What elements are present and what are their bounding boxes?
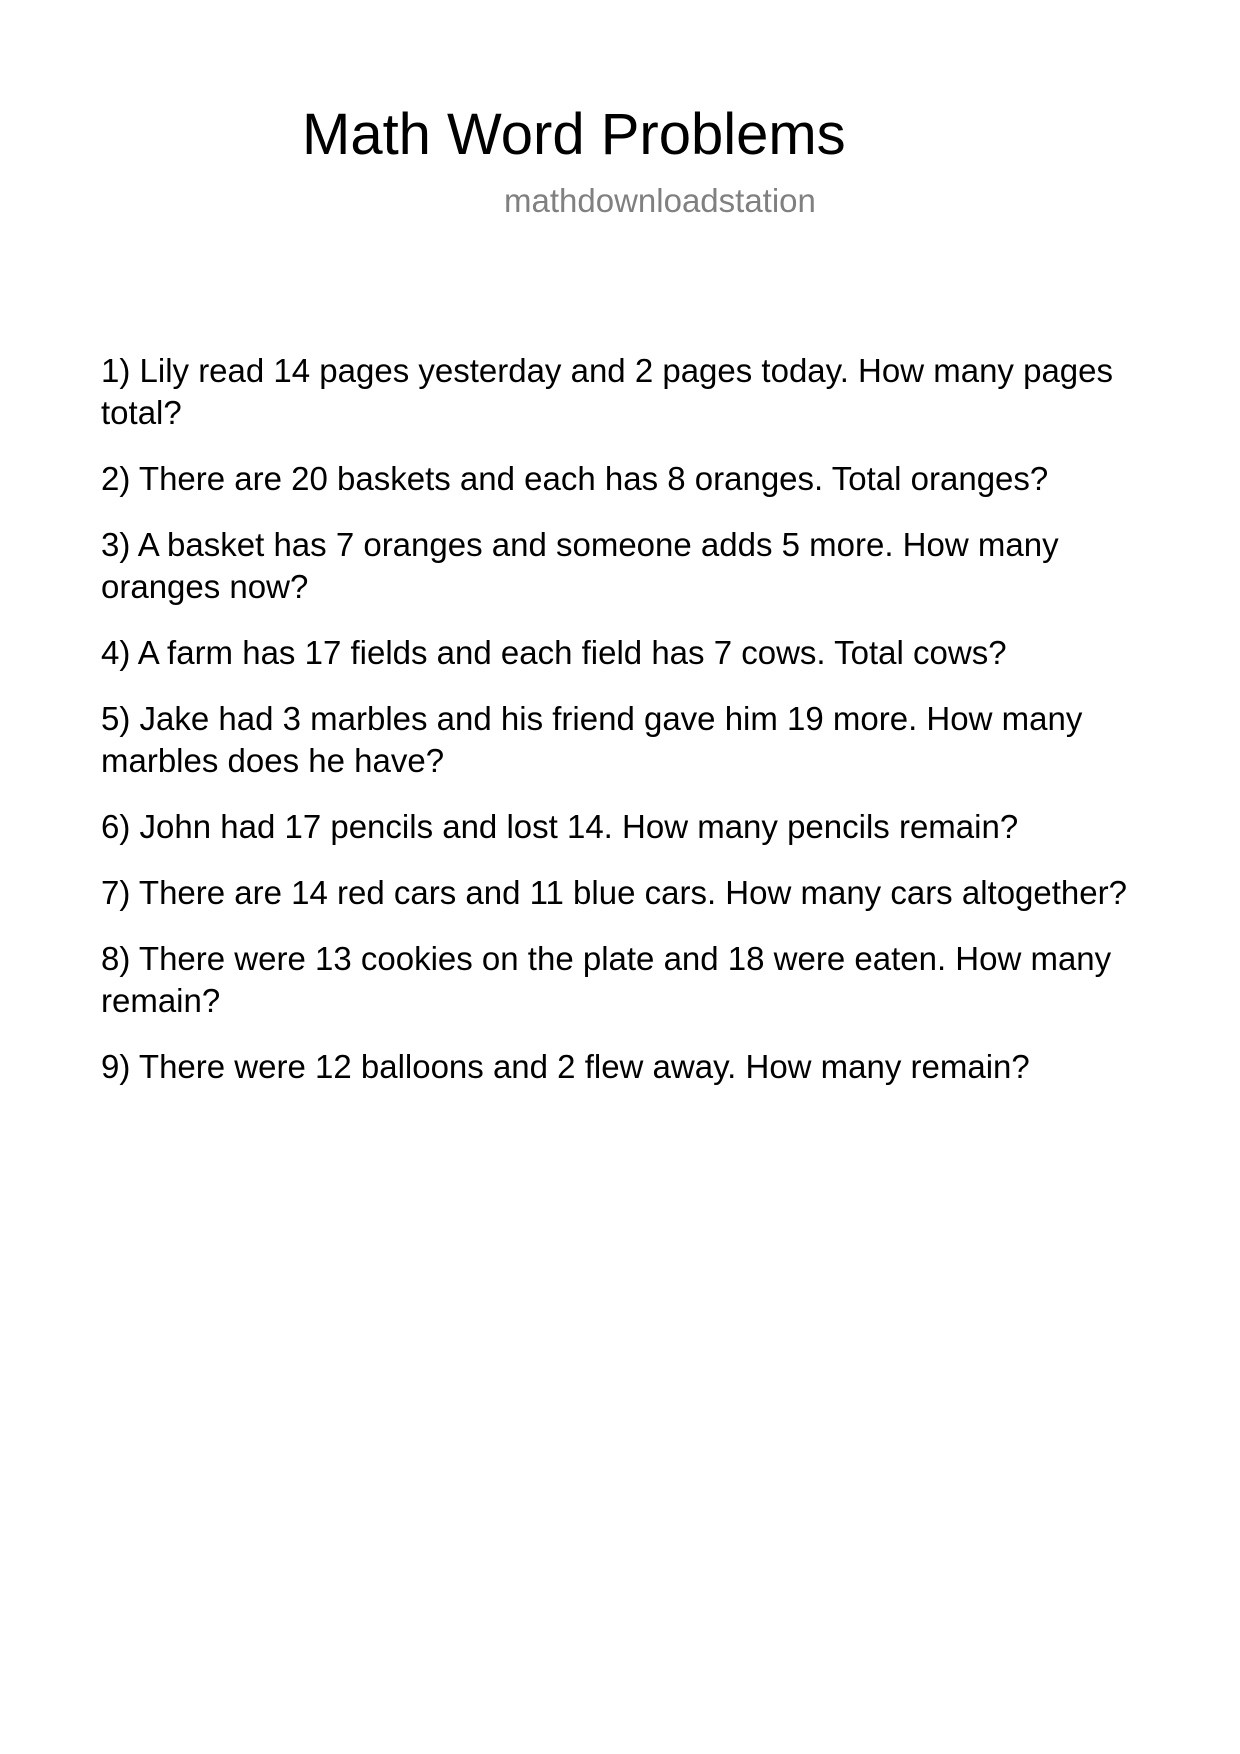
problem-item: 5) Jake had 3 marbles and his friend gave him 19 more. How many marbles does he have? [101,700,1083,779]
problem-item: 9) There were 12 balloons and 2 flew away. How many remain? [101,1048,1030,1085]
problem-item: 6) John had 17 pencils and lost 14. How many pencils remain? [101,808,1019,845]
problem-item: 1) Lily read 14 pages yesterday and 2 pages today. How many pages total? [101,352,1114,431]
problem-item: 2) There are 20 baskets and each has 8 oranges. Total oranges? [101,460,1049,497]
problem-item: 4) A farm has 17 fields and each field has 7 cows. Total cows? [101,634,1007,671]
problem-list [101,350,1161,1112]
problem-item: 7) There are 14 red cars and 11 blue cars. How many cars altogether? [101,874,1127,911]
worksheet-title: Math Word Problems [302,102,846,167]
worksheet-subtitle: mathdownloadstation [504,182,816,219]
problem-item: 8) There were 13 cookies on the plate and 18 were eaten. How many remain? [101,940,1112,1019]
problem-item: 3) A basket has 7 oranges and someone adds 5 more. How many oranges now? [101,526,1059,605]
